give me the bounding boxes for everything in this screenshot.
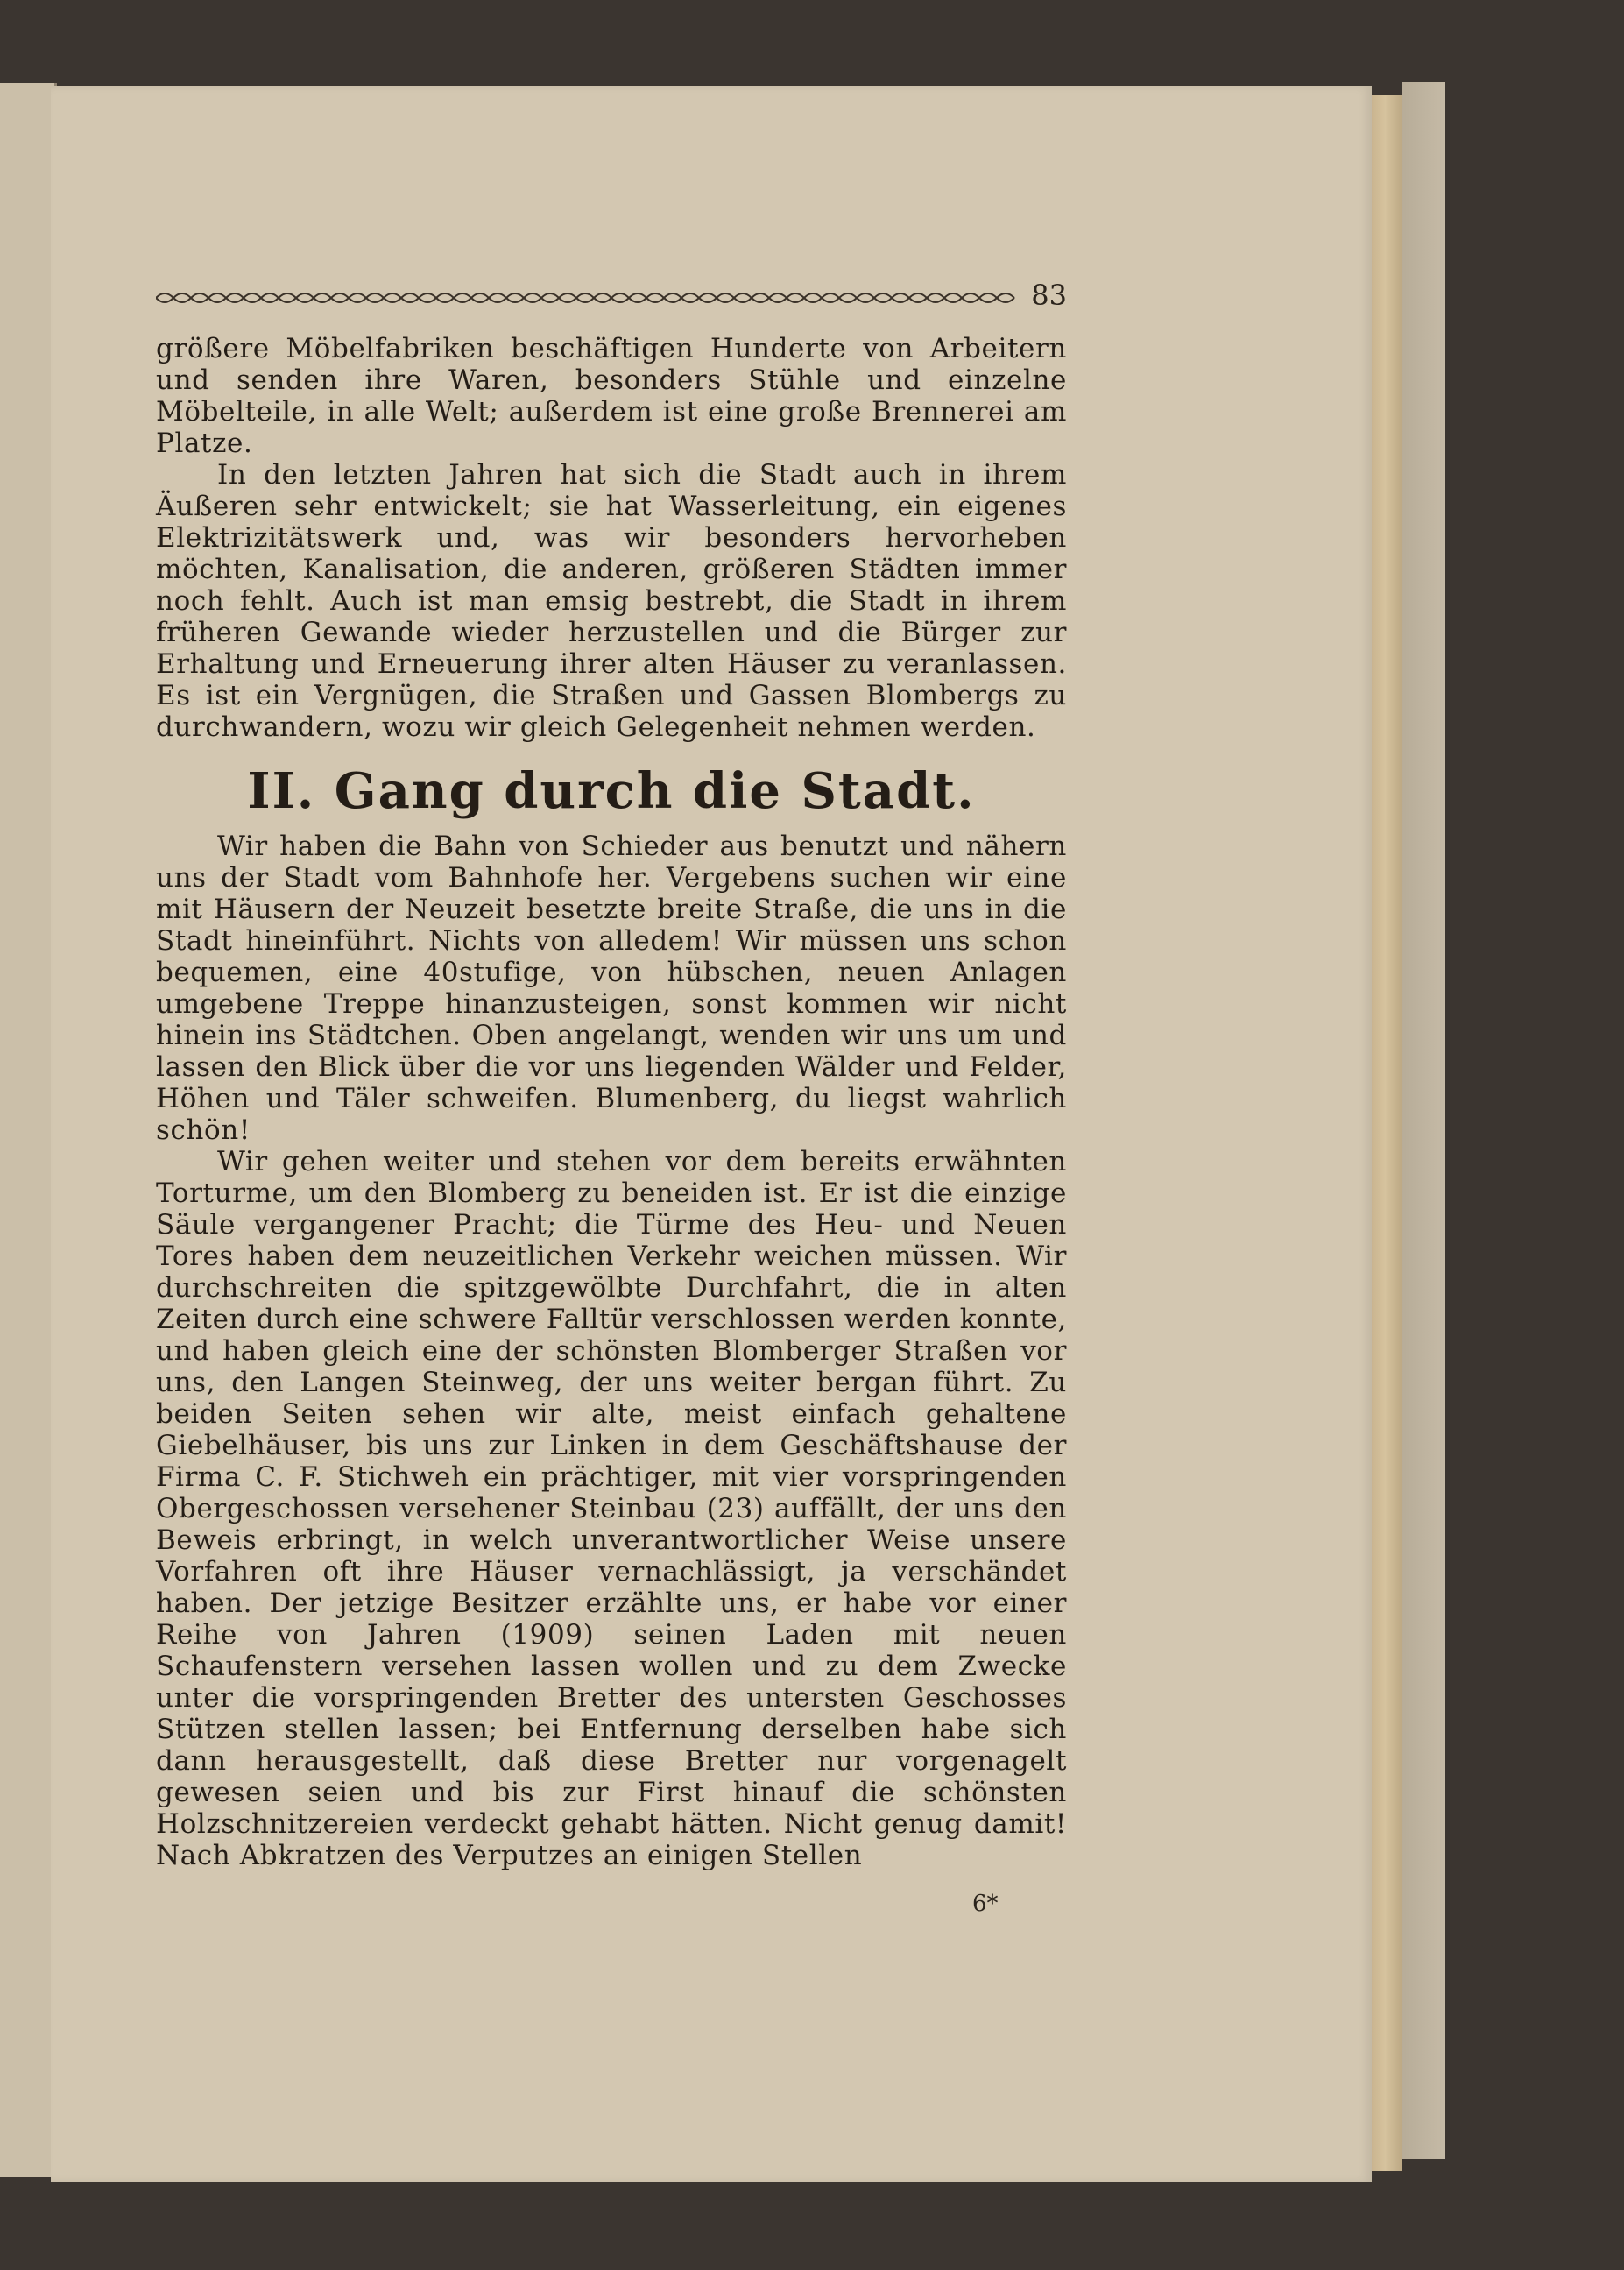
paragraph: Wir haben die Bahn von Schieder aus benutzt und nähern uns der Stadt vom Bahnhofe her. Vergebens suchen wir eine mit Häusern der Neuzeit besetzte breite Straße, die uns in die Stadt hineinführt. Nichts von alledem! Wir müssen uns schon bequemen, eine 40stufige, von hübschen, neuen Anlagen umgebene Treppe hinanzusteigen, sonst kommen wir nicht hinein ins Städtchen. Oben angelangt, wenden wir uns um und lassen den Blick über die vor uns liegenden Wälder und Felder, Höhen und Täler schweifen. Blumenberg, du liegst wahrlich schön! <box>156 831 1067 1146</box>
book-cover-edge <box>1402 82 1445 2159</box>
body-text <box>156 333 1067 1871</box>
paragraph: In den letzten Jahren hat sich die Stadt auch in ihrem Äußeren sehr entwickelt; sie hat Wasserleitung, ein eigenes Elektrizitätswerk und, was wir besonders hervorheben möchten, Kanalisation, die anderen, größeren Städten immer noch fehlt. Auch ist man emsig bestrebt, die Stadt in ihrem früheren Gewande wieder herzustellen und die Bürger zur Erhaltung und Erneuerung ihrer alten Häuser zu veranlassen. Es ist ein Vergnügen, die Straßen und Gassen Blombergs zu durchwandern, wozu wir gleich Gelegenheit nehmen werden. <box>156 459 1067 743</box>
page-number: 83 <box>1031 279 1067 312</box>
page-header <box>156 279 1067 317</box>
page-stack-edge <box>1372 95 1402 2171</box>
section-heading: II. Gang durch die Stadt. <box>247 762 976 820</box>
signature-mark: 6* <box>972 1891 999 1917</box>
wave-ornament <box>156 287 1023 308</box>
facing-page-edge <box>0 83 57 2177</box>
paragraph: Wir gehen weiter und stehen vor dem bereits erwähnten Torturme, um den Blomberg zu beneiden ist. Er ist die einzige Säule vergangener Pracht; die Türme des Heu- und Neuen Tores haben dem neuzeitlichen Verkehr weichen müssen. Wir durchschreiten die spitzgewölbte Durchfahrt, die in alten Zeiten durch eine schwere Falltür verschlossen werden konnte, und haben gleich eine der schönsten Blomberger Straßen vor uns, den Langen Steinweg, der uns weiter bergan führt. Zu beiden Seiten sehen wir alte, meist einfach gehaltene Giebelhäuser, bis uns zur Linken in dem Geschäftshause der Firma C. F. Stichweh ein prächtiger, mit vier vorspringenden Obergeschossen versehener Steinbau (23) auffällt, der uns den Beweis erbringt, in welch unverantwortlicher Weise unsere Vorfahren oft ihre Häuser vernachlässigt, ja verschändet haben. Der jetzige Besitzer erzählte uns, er habe vor einer Reihe von Jahren (1909) seinen Laden mit neuen Schaufenstern versehen lassen wollen und zu dem Zwecke unter die vorspringenden Bretter des untersten Geschosses Stützen stellen lassen; bei Entfernung derselben habe sich dann herausgestellt, daß diese Bretter nur vorgenagelt gewesen seien und bis zur First hinauf die schönsten Holzschnitzereien verdeckt gehabt hätten. Nicht genug damit! Nach Abkratzen des Verputzes an einigen Stellen <box>156 1146 1067 1871</box>
paragraph: größere Möbelfabriken beschäftigen Hunderte von Arbeitern und senden ihre Waren, besonders Stühle und einzelne Möbelteile, in alle Welt; außerdem ist eine große Brennerei am Platze. <box>156 333 1067 459</box>
